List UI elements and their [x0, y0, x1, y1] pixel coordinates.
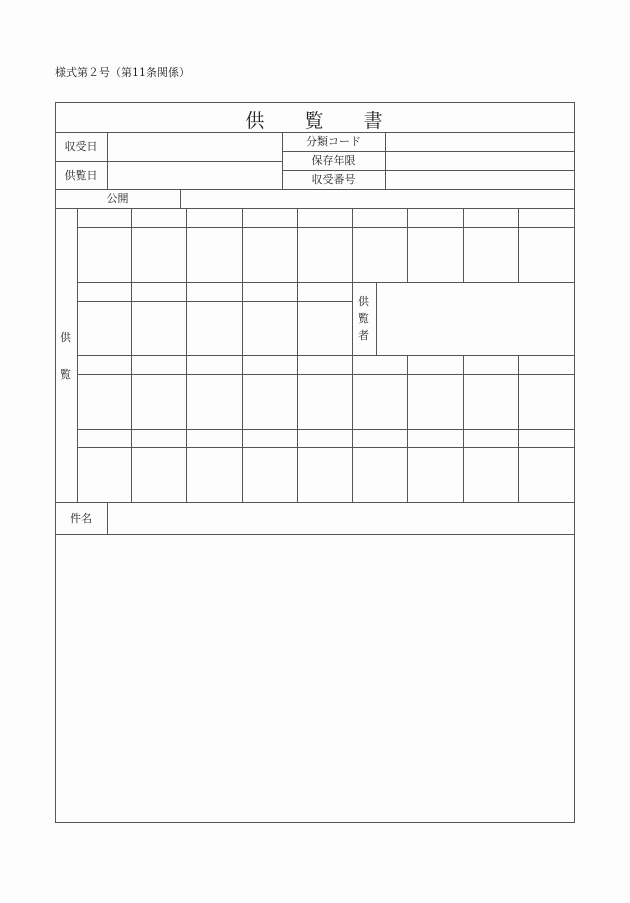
divider [55, 208, 574, 209]
disclosure-label: 公開 [106, 192, 129, 205]
divider [77, 447, 574, 448]
page-title [55, 106, 573, 130]
divider [242, 208, 243, 502]
subject-label: 件名 [70, 512, 92, 525]
classification-code-label: 分類コード [306, 135, 361, 148]
disclosure-field[interactable] [181, 190, 573, 208]
divider [463, 208, 464, 282]
divider [463, 355, 464, 502]
title-char: 覧 [304, 110, 324, 132]
divider [77, 355, 574, 356]
classification-code-field[interactable] [386, 133, 573, 151]
divider [352, 208, 353, 502]
retention-period-field[interactable] [386, 152, 573, 170]
body-text-area[interactable] [56, 535, 573, 821]
divider [186, 208, 187, 502]
received-date-label: 収受日 [64, 140, 98, 153]
receipt-number-label: 収受番号 [311, 173, 356, 186]
divider [77, 374, 574, 375]
divider [297, 208, 298, 502]
divider [518, 355, 519, 502]
form-caption: 様式第２号（第11条関係） [55, 66, 190, 79]
divider [407, 355, 408, 502]
divider [131, 208, 132, 502]
received-date-field[interactable] [108, 133, 282, 161]
viewing-side-label: 覧 [60, 368, 71, 381]
divider [77, 227, 574, 228]
subject-field[interactable] [108, 503, 573, 534]
divider [77, 301, 352, 302]
divider [407, 208, 408, 282]
divider [77, 429, 574, 430]
viewer-label: 覧 [358, 312, 369, 325]
viewer-label: 供 [358, 295, 369, 308]
viewing-date-field[interactable] [108, 162, 282, 189]
receipt-number-field[interactable] [386, 171, 573, 189]
title-char: 書 [363, 110, 383, 132]
retention-period-label: 保存年限 [311, 154, 356, 167]
viewing-side-label: 供 [60, 331, 71, 344]
viewer-field[interactable] [377, 283, 573, 355]
viewer-label: 者 [358, 329, 369, 342]
divider [518, 208, 519, 282]
viewing-date-label: 供覧日 [64, 169, 98, 182]
title-char: 供 [245, 110, 265, 132]
